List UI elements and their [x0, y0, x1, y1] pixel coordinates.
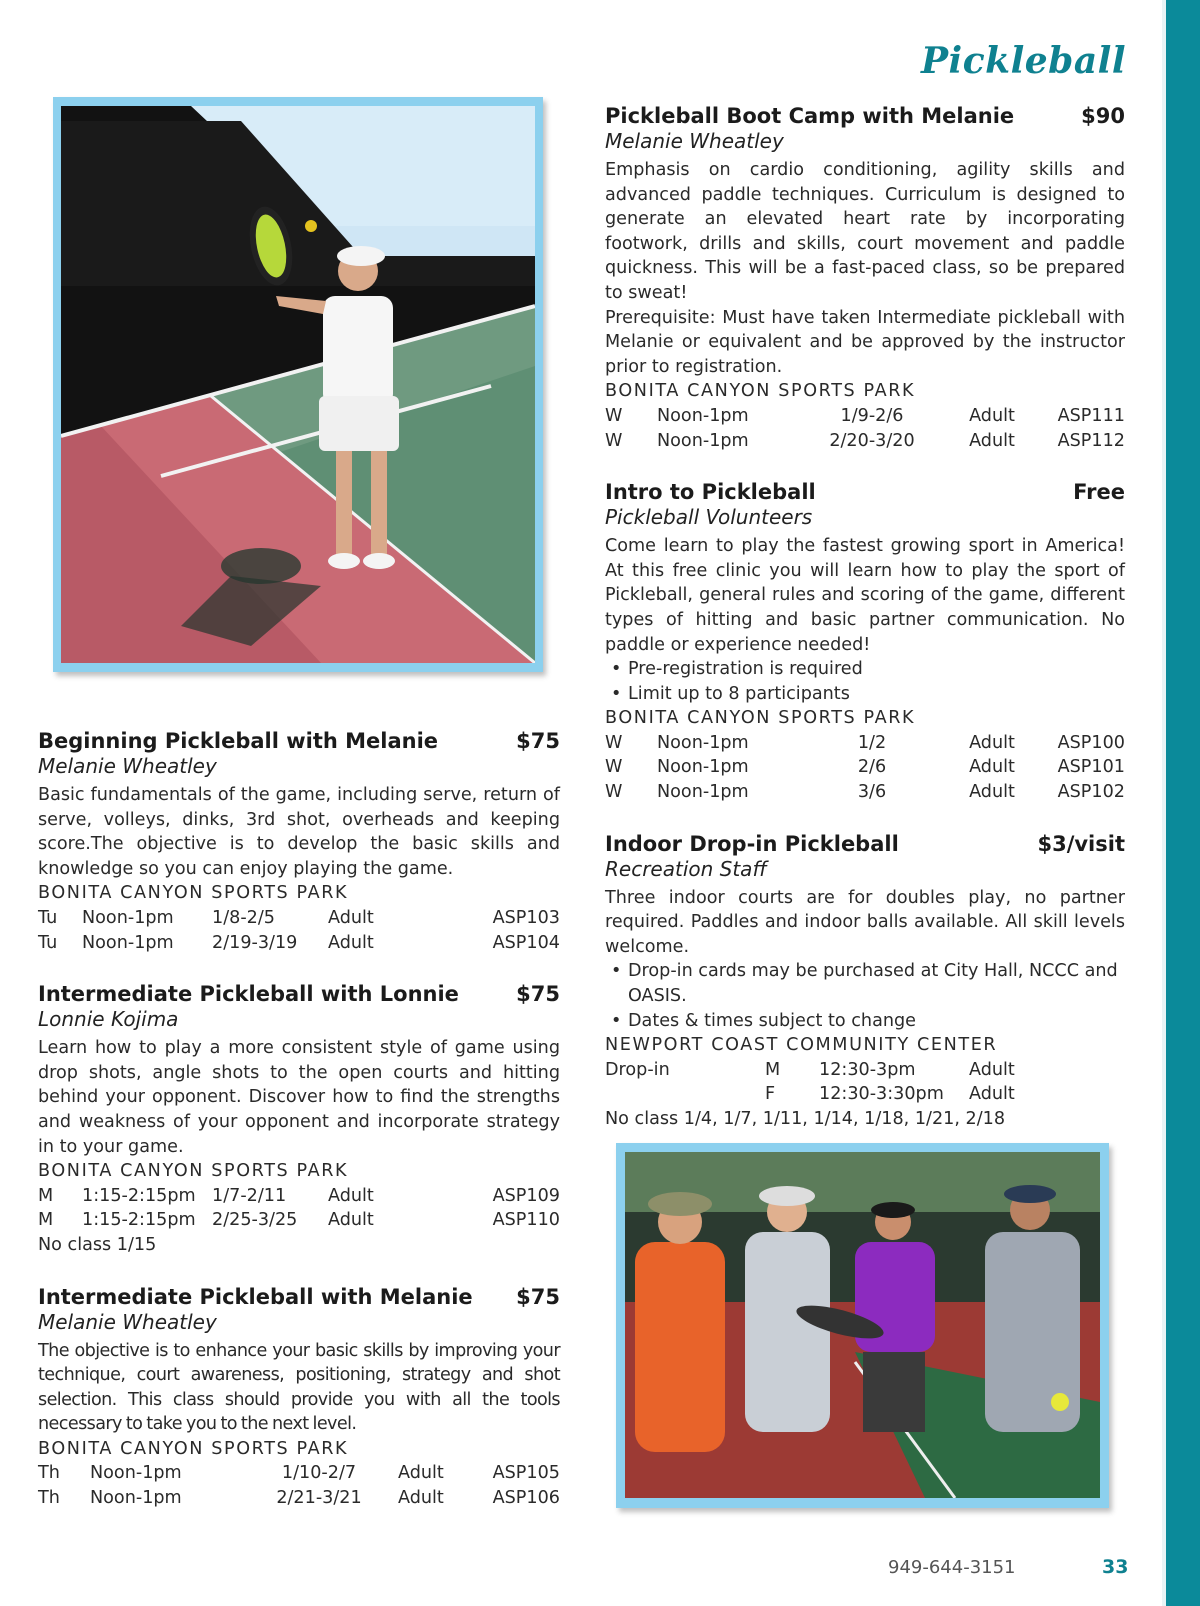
session-time: 1:15-2:15pm	[82, 1185, 196, 1206]
course-description: Come learn to play the fastest growing sport in America! At this free clinic you will learn how to play the sport of Pickleball, general rules and scoring of the game, different types of hitting and basic partner communication. No paddle or experience needed!	[605, 536, 1125, 655]
session-day: F	[765, 1084, 776, 1105]
schedule-row	[605, 1082, 1049, 1107]
session-dates: 2/20-3/20	[829, 430, 915, 451]
course-header	[605, 103, 1125, 129]
session-age: Adult	[328, 1185, 374, 1206]
session-day: M	[765, 1059, 781, 1080]
course-instructor: Lonnie Kojima	[38, 1007, 179, 1032]
session-time: Noon-1pm	[82, 932, 174, 953]
session-time: 12:30-3pm	[819, 1059, 916, 1080]
session-day: Tu	[38, 932, 58, 953]
session-day: W	[605, 782, 623, 803]
session-time: Noon-1pm	[657, 757, 749, 778]
session-dates: 3/6	[857, 782, 887, 803]
session-code: ASP104	[492, 932, 560, 953]
left-column	[38, 728, 560, 1537]
session-time: Noon-1pm	[657, 405, 749, 426]
session-dates: 1/2	[857, 732, 887, 753]
session-code: ASP101	[1057, 757, 1125, 778]
session-age: Adult	[969, 782, 1015, 803]
schedule-table	[38, 1184, 560, 1233]
session-age: Adult	[328, 1210, 374, 1231]
course-title: Beginning Pickleball with Melanie	[38, 729, 439, 753]
session-dates: 1/7-2/11	[212, 1185, 287, 1206]
bullet-item: • Limit up to 8 participants	[605, 682, 1125, 707]
photo-woman-playing	[53, 97, 543, 672]
right-column	[605, 103, 1125, 1158]
course-location: NEWPORT COAST COMMUNITY CENTER	[605, 1035, 998, 1056]
photo-group-players-image	[625, 1152, 1100, 1498]
course-title: Intermediate Pickleball with Lonnie	[38, 982, 459, 1007]
session-age: Adult	[398, 1463, 444, 1484]
session-day: Th	[38, 1488, 60, 1509]
session-dates: 1/8-2/5	[212, 907, 275, 928]
schedule-row	[38, 1208, 560, 1233]
course-header	[38, 981, 560, 1007]
session-day: W	[605, 430, 623, 451]
course-instructor: Melanie Wheatley	[38, 1309, 217, 1334]
bullet-item: • Drop-in cards may be purchased at City Hall, NCCC and OASIS.	[605, 959, 1125, 1008]
course-location: BONITA CANYON SPORTS PARK	[38, 1161, 349, 1182]
course-price: $90	[1081, 104, 1125, 128]
session-dates: 2/6	[857, 757, 887, 778]
course-price: $75	[516, 982, 560, 1007]
course-title: Intro to Pickleball	[605, 480, 816, 505]
session-age: Adult	[969, 430, 1015, 451]
session-time: Noon-1pm	[657, 430, 749, 451]
course-bullets	[605, 657, 1125, 706]
course-prerequisite: Prerequisite: Must have taken Intermediate pickleball with Melanie or equivalent and be approved by the instructor prior to registration.	[605, 307, 1125, 377]
course-title: Indoor Drop-in Pickleball	[605, 831, 899, 856]
photo-woman-playing-image	[61, 106, 535, 663]
session-age: Adult	[969, 757, 1015, 778]
photo-group-players	[616, 1143, 1109, 1508]
course-boot-camp	[605, 103, 1125, 453]
course-price: $75	[516, 729, 560, 753]
course-header	[38, 728, 560, 754]
course-description: Learn how to play a more consistent style of game using drop shots, angle shots to the open courts and hitting behind your opponent. Discover how to find the strengths and weakness of your opponent and incorporate strategy in to your game.	[38, 1038, 560, 1157]
session-dates: 2/25-3/25	[212, 1210, 298, 1231]
schedule-table	[605, 731, 1125, 805]
session-day: W	[605, 405, 623, 426]
schedule-row	[38, 1486, 560, 1511]
session-day: M	[38, 1185, 54, 1206]
session-day: Th	[38, 1463, 60, 1484]
bullet-item: • Dates & times subject to change	[605, 1009, 1125, 1034]
session-code: ASP110	[492, 1210, 560, 1231]
bullet-item: • Pre-registration is required	[605, 657, 1125, 682]
course-location: BONITA CANYON SPORTS PARK	[38, 883, 349, 904]
course-intro	[605, 479, 1125, 805]
schedule-row	[38, 1461, 560, 1486]
session-age: Adult	[969, 1084, 1015, 1105]
schedule-row	[605, 780, 1125, 805]
session-dates: 2/19-3/19	[212, 932, 298, 953]
schedule-table	[605, 1058, 1049, 1107]
schedule-row	[605, 755, 1125, 780]
session-time: Noon-1pm	[657, 782, 749, 803]
session-dates: 1/10-2/7	[281, 1463, 357, 1484]
course-instructor: Recreation Staff	[605, 856, 767, 881]
session-code: ASP111	[1057, 405, 1125, 426]
schedule-row	[605, 404, 1125, 429]
course-header	[605, 479, 1125, 505]
session-code: ASP102	[1057, 782, 1125, 803]
page-number: 33	[1102, 1556, 1129, 1578]
course-location: BONITA CANYON SPORTS PARK	[38, 1438, 349, 1459]
schedule-row	[38, 1184, 560, 1209]
course-price: Free	[1073, 480, 1125, 505]
schedule-row	[605, 731, 1125, 756]
course-title: Intermediate Pickleball with Melanie	[38, 1284, 473, 1309]
course-description: Three indoor courts are for doubles play, no partner required. Paddles and indoor balls available. All skill levels welcome.	[605, 887, 1125, 957]
session-code: ASP109	[492, 1185, 560, 1206]
schedule-row	[605, 1058, 1049, 1083]
course-intermediate-melanie	[38, 1284, 560, 1511]
course-instructor: Pickleball Volunteers	[605, 505, 813, 530]
session-time: Noon-1pm	[90, 1488, 182, 1509]
session-day: W	[605, 757, 623, 778]
session-code: ASP105	[492, 1463, 560, 1484]
schedule-table	[38, 1461, 560, 1510]
session-dates: 2/21-3/21	[276, 1488, 362, 1509]
session-age: Adult	[969, 405, 1015, 426]
course-description: The objective is to enhance your basic skills by improving your technique, court awareness, positioning, strategy and shot selection. This class should provide you with all the tools necessary to take you to the next level.	[38, 1340, 560, 1435]
session-age: Adult	[398, 1488, 444, 1509]
session-time: Noon-1pm	[82, 907, 174, 928]
session-code: ASP103	[492, 907, 560, 928]
course-price: $3/visit	[1037, 831, 1125, 856]
schedule-row	[605, 429, 1125, 454]
schedule-table	[605, 404, 1125, 453]
course-location: BONITA CANYON SPORTS PARK	[605, 381, 916, 402]
session-day: Tu	[38, 907, 58, 928]
session-age: Adult	[328, 907, 374, 928]
course-instructor: Melanie Wheatley	[605, 129, 784, 153]
course-price: $75	[516, 1284, 560, 1309]
course-header	[38, 1284, 560, 1310]
footer-phone-number: 949-644-3151	[888, 1557, 1016, 1578]
session-time: 1:15-2:15pm	[82, 1210, 196, 1231]
session-label	[605, 1082, 765, 1107]
course-title: Pickleball Boot Camp with Melanie	[605, 104, 1015, 128]
session-code: ASP100	[1057, 732, 1125, 753]
session-dates: 1/9-2/6	[840, 405, 904, 426]
course-description: Emphasis on cardio conditioning, agility skills and advanced paddle techniques. Curriculum is designed to generate an elevated heart rate by incorporating footwork, drills and skills, court movement and paddle quickness. This will be a fast-paced class, so be prepared to sweat!	[605, 160, 1125, 303]
section-title: Pickleball	[920, 40, 1126, 82]
session-code: ASP106	[492, 1488, 560, 1509]
course-location: BONITA CANYON SPORTS PARK	[605, 708, 916, 729]
course-beginning-melanie	[38, 728, 560, 955]
session-age: Adult	[328, 932, 374, 953]
session-day: W	[605, 732, 623, 753]
schedule-row	[38, 906, 560, 931]
session-age: Adult	[969, 732, 1015, 753]
course-bullets	[605, 959, 1125, 1033]
session-label: Drop-in	[605, 1059, 670, 1080]
session-time: Noon-1pm	[90, 1463, 182, 1484]
course-instructor: Melanie Wheatley	[38, 754, 217, 778]
schedule-table	[38, 906, 560, 955]
course-description: Basic fundamentals of the game, including serve, return of serve, volleys, dinks, 3rd shot, overheads and keeping score.The objective is to develop the basic skills and knowledge so you can enjoy playing the game.	[38, 785, 560, 879]
session-time: 12:30-3:30pm	[819, 1084, 944, 1105]
schedule-row	[38, 931, 560, 956]
session-day: M	[38, 1210, 54, 1231]
course-note: No class 1/15	[38, 1234, 157, 1255]
course-indoor-drop-in	[605, 831, 1125, 1132]
course-note: No class 1/4, 1/7, 1/11, 1/14, 1/18, 1/21, 2/18	[605, 1109, 1006, 1129]
course-header	[605, 831, 1125, 857]
course-intermediate-lonnie	[38, 981, 560, 1257]
side-color-bar	[1166, 0, 1200, 1606]
session-code: ASP112	[1057, 430, 1125, 451]
session-age: Adult	[969, 1059, 1015, 1080]
session-time: Noon-1pm	[657, 732, 749, 753]
